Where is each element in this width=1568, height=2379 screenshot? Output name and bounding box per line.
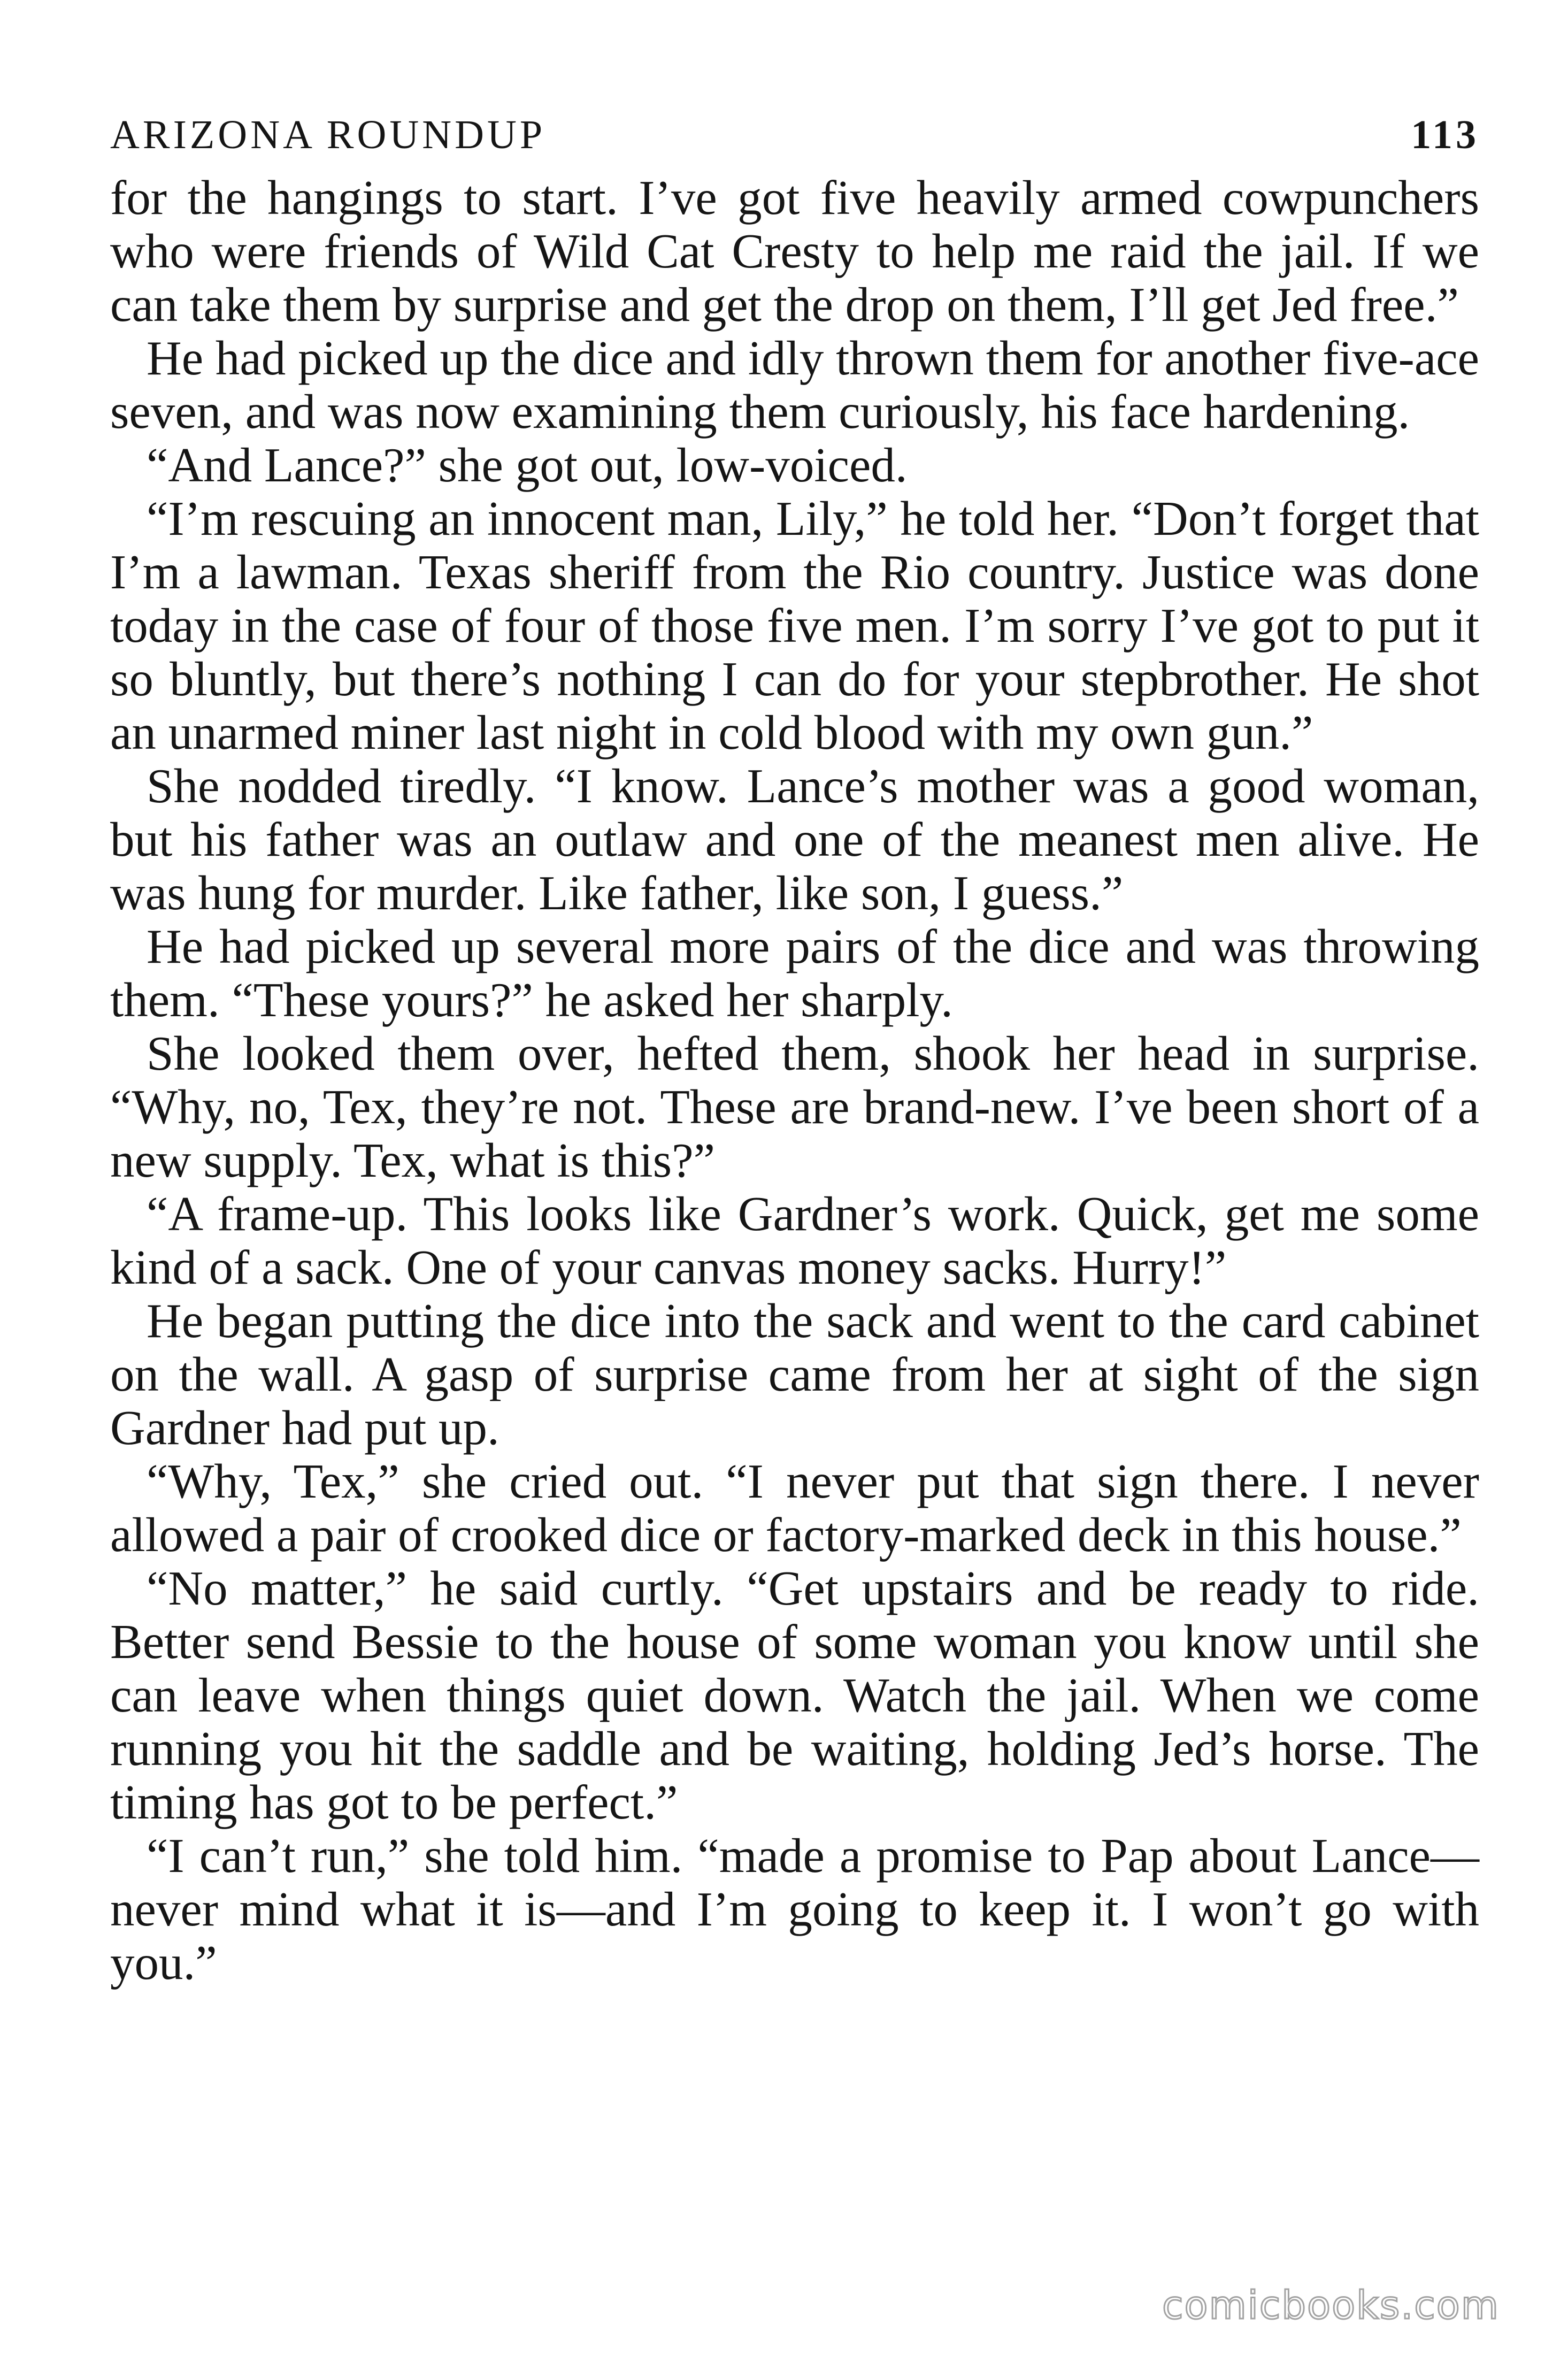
paragraph: She looked them over, hefted them, shook her head in surprise. “Why, no, Tex, they’re not. These are brand-new. I’ve been short of a new supply. Tex, what is this?”: [110, 1026, 1479, 1187]
paragraph: He began putting the dice into the sack and went to the card cabinet on the wall. A gasp of surprise came from her at sight of the sign Gardner had put up.: [110, 1294, 1479, 1455]
paragraph: He had picked up the dice and idly thrown them for another five-ace seven, and was now examining them curiously, his face hardening.: [110, 331, 1479, 439]
paragraph: “Why, Tex,” she cried out. “I never put that sign there. I never allowed a pair of crooked dice or factory-marked deck in this house.”: [110, 1454, 1479, 1562]
paragraph: “I’m rescuing an innocent man, Lily,” he told her. “Don’t forget that I’m a lawman. Texas sheriff from the Rio country. Justice was done today in the case of four of those five men. I’m sorry I’ve got to put it so bluntly, but there’s nothing I can do for your stepbrother. He shot an unarmed miner last night in cold blood with my own gun.”: [110, 492, 1479, 759]
running-header: [110, 110, 1479, 159]
paragraph: She nodded tiredly. “I know. Lance’s mother was a good woman, but his father was an outlaw and one of the meanest men alive. He was hung for murder. Like father, like son, I guess.”: [110, 759, 1479, 920]
paragraph: “A frame-up. This looks like Gardner’s work. Quick, get me some kind of a sack. One of your canvas money sacks. Hurry!”: [110, 1187, 1479, 1294]
book-page: [110, 110, 1479, 2303]
body-text: [110, 171, 1479, 1990]
page-number: 113: [1411, 112, 1479, 157]
running-title: ARIZONA ROUNDUP: [110, 112, 546, 157]
paragraph: for the hangings to start. I’ve got five heavily armed cowpunchers who were friends of Wild Cat Cresty to help me raid the jail. If we can take them by surprise and get the drop on them, I’ll get Jed free.”: [110, 171, 1479, 332]
paragraph: “No matter,” he said curtly. “Get upstairs and be ready to ride. Better send Bessie to the house of some woman you know until she can leave when things quiet down. Watch the jail. When we come running you hit the saddle and be waiting, holding Jed’s horse. The timing has got to be perfect.”: [110, 1561, 1479, 1829]
paragraph: He had picked up several more pairs of the dice and was throwing them. “These yours?” he asked her sharply.: [110, 919, 1479, 1027]
paragraph: “I can’t run,” she told him. “made a promise to Pap about Lance—never mind what it is—and I’m going to keep it. I won’t go with you.”: [110, 1829, 1479, 1990]
paragraph: “And Lance?” she got out, low-voiced.: [147, 438, 908, 492]
watermark: comicbooks.com: [1162, 2283, 1500, 2328]
